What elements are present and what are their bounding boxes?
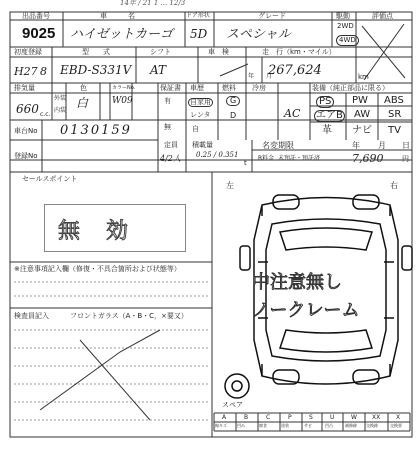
- history-rental: レンタ: [190, 111, 211, 119]
- load-value: 0.25 / 0.351: [196, 151, 239, 159]
- cc-label: c.c.: [40, 111, 51, 118]
- legend-meaning-b: 凹み: [237, 423, 245, 428]
- expiry-year: 年: [352, 141, 360, 150]
- ext-label: 外装: [54, 95, 67, 102]
- shift-value: AT: [150, 63, 167, 77]
- no-notice-stamp-line1: 中注意無し: [252, 272, 342, 293]
- equip-pw: PW: [352, 95, 368, 106]
- fuel-diesel: D: [230, 111, 237, 120]
- displacement-value: 660: [16, 102, 39, 116]
- expiry-label: 名変期限: [262, 141, 294, 150]
- history-private: 自家用: [190, 98, 211, 106]
- lot-label: 出品番号: [22, 12, 50, 20]
- diagram-right-label: 右: [390, 181, 398, 190]
- car-name-value: ハイゼットカーゴ: [70, 27, 173, 42]
- notice-label: ※注意事項記入欄（修復・不具合箇所および状態等）: [14, 265, 181, 273]
- legend-meaning-x: 交換要: [390, 423, 402, 428]
- legend-meaning-u: 凹凸: [325, 423, 333, 428]
- displacement-label: 排気量: [14, 84, 35, 92]
- first-reg-label: 初度登録: [14, 48, 42, 56]
- spare-label: スペア: [222, 401, 243, 409]
- car-name-label: 車 名: [100, 12, 135, 20]
- drive-opt-4wd: 4WD: [336, 35, 359, 46]
- warranty-yes: 有: [164, 97, 171, 105]
- color-no-value: W09: [112, 96, 133, 106]
- equip-abs: ABS: [384, 95, 404, 106]
- legend-code-x: X: [396, 414, 401, 421]
- legend-meaning-xx: 交換跡: [366, 423, 378, 428]
- warranty-label: 保証書: [160, 84, 181, 92]
- history-label: 車歴: [190, 84, 204, 92]
- legend-code-w: W: [351, 414, 357, 421]
- equip-sr: SR: [388, 109, 402, 120]
- reg-label: 登録No: [14, 152, 38, 160]
- inspector-label: 検査員記入: [14, 312, 49, 320]
- glass-label: フロントガラス（A・B・C，×要又）: [70, 312, 188, 320]
- first-reg-year: H27: [14, 65, 38, 78]
- color-no-label: カラーNo.: [112, 85, 136, 91]
- legend-meaning-a: 線キズ: [215, 423, 227, 428]
- equip-navi: ナビ: [352, 125, 372, 136]
- ext-color-value: 白: [76, 96, 89, 110]
- grade-label: グレード: [258, 12, 286, 20]
- equip-ps: PS: [316, 96, 334, 108]
- mileage-value: 267,624: [268, 63, 322, 78]
- legend-code-b: B: [244, 414, 249, 421]
- mileage-unit: km: [358, 73, 369, 81]
- chassis-value: 0130159: [60, 123, 132, 138]
- recycle-yen: 円: [402, 155, 409, 163]
- top-scrawl: 14年 / 21 1 ... 12/3: [120, 0, 186, 7]
- legend-meaning-p: 塗装: [281, 423, 289, 428]
- legend-code-p: P: [288, 414, 292, 421]
- equipment-label: 装備（純正部品に限る）: [312, 84, 389, 92]
- expiry-month: 月: [378, 141, 386, 150]
- legend-code-s: S: [309, 414, 313, 421]
- door-label: ドア形状: [186, 12, 210, 19]
- legend-code-u: U: [330, 414, 335, 421]
- equip-aw: AW: [354, 109, 371, 120]
- drive-label: 駆動: [336, 12, 350, 20]
- diagram-left-label: 左: [226, 181, 234, 190]
- capacity-value: 4/2人: [160, 154, 181, 163]
- door-value: 5D: [190, 27, 208, 41]
- warranty-no: 無: [164, 123, 171, 131]
- lot-number: 9025: [22, 25, 56, 42]
- shift-label: シフト: [150, 48, 171, 56]
- load-label: 積載量: [192, 141, 213, 149]
- int-label: 内装: [54, 107, 67, 114]
- recycle-label: R料金: [258, 155, 275, 162]
- model-value: EBD-S331V: [60, 63, 132, 77]
- model-label: 型 式: [82, 48, 110, 56]
- legend-meaning-s: サビ: [304, 423, 312, 428]
- legend-meaning-w: 補修跡: [345, 423, 357, 428]
- equip-tv: TV: [388, 125, 401, 136]
- ac-value: AC: [284, 107, 301, 120]
- chassis-label: 車台No: [14, 127, 38, 135]
- load-unit: t: [244, 159, 247, 167]
- legend-meaning-c: 腐食: [259, 423, 267, 428]
- equip-airbag: エアB: [316, 110, 343, 121]
- recycle-amount: 7,690: [352, 152, 384, 165]
- legend-code-a: A: [222, 414, 227, 421]
- year-month-label: 年 月: [248, 73, 273, 80]
- fuel-label: 燃料: [222, 84, 236, 92]
- no-notice-stamp-line2: ノークレーム: [252, 300, 360, 321]
- inspection-label: 車 検: [208, 48, 229, 56]
- damage-legend: [214, 413, 410, 431]
- score-label: 評価点: [372, 12, 393, 20]
- legend-code-xx: XX: [372, 414, 381, 421]
- legend-code-c: C: [266, 414, 271, 421]
- drive-opt-2wd: 2WD: [337, 22, 354, 30]
- equip-leather: 革: [322, 125, 332, 136]
- grade-value: スペシャル: [226, 27, 291, 42]
- color-label: 色: [80, 84, 87, 92]
- first-reg-month: 8: [40, 65, 47, 78]
- fuel-gas: G: [226, 96, 240, 106]
- recycle-options: 未預託・預託済: [278, 155, 321, 162]
- ac-label: 冷房: [252, 84, 266, 92]
- mileage-label: 走 行（km・マイル）: [262, 48, 336, 56]
- sales-point-label: セールスポイント: [22, 175, 78, 183]
- history-self: 自: [192, 125, 199, 133]
- invalid-stamp: 無 効: [58, 219, 131, 244]
- capacity-label: 定員: [164, 141, 178, 149]
- expiry-day: 日: [402, 141, 410, 150]
